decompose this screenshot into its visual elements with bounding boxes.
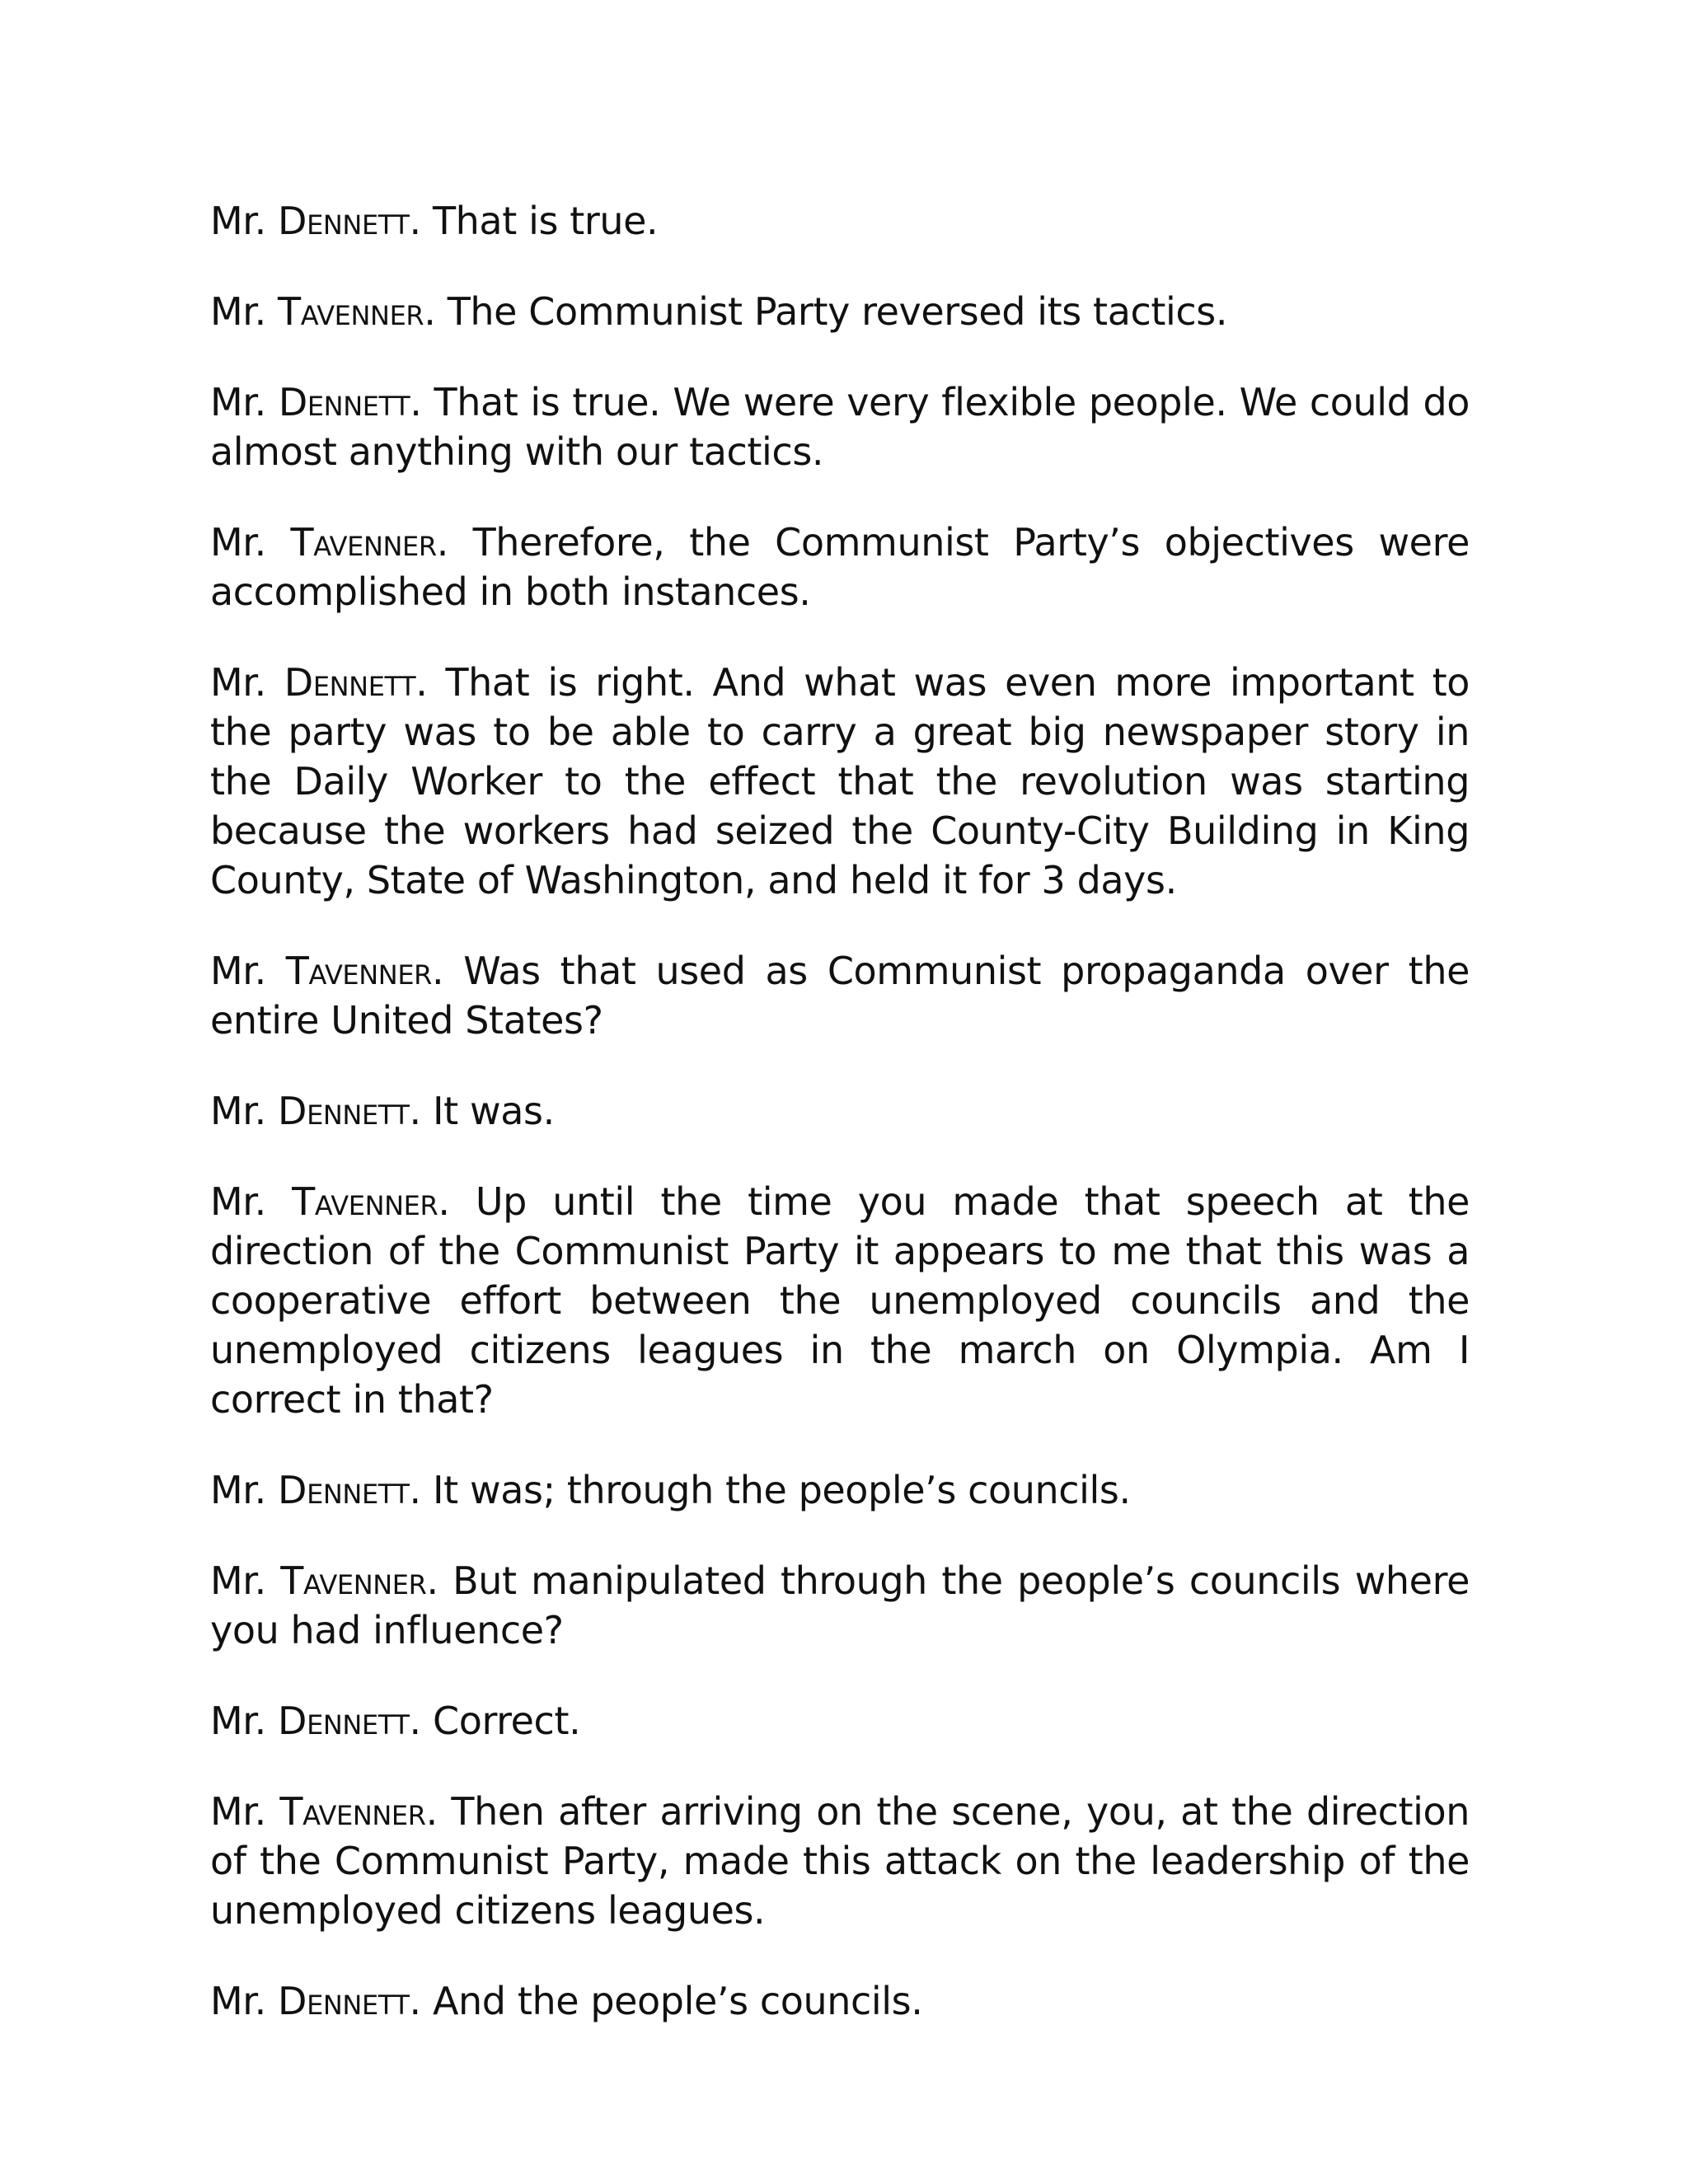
paragraph-text: Correct. bbox=[432, 1699, 581, 1743]
speaker-name: Dennett bbox=[278, 1699, 410, 1743]
speaker-label: Mr. Dennett. bbox=[210, 1979, 421, 2023]
speaker-label: Mr. Tavenner. bbox=[210, 289, 436, 334]
speaker-title: Mr. bbox=[210, 660, 266, 705]
transcript-paragraph bbox=[210, 377, 1470, 476]
speaker-title: Mr. bbox=[210, 1089, 266, 1133]
speaker-label: Mr. Dennett. bbox=[210, 199, 421, 243]
transcript-paragraph bbox=[210, 946, 1470, 1045]
transcript-paragraph bbox=[210, 287, 1470, 336]
speaker-title: Mr. bbox=[210, 1699, 266, 1743]
paragraph-text: Therefore, the Communist Party’s objectives were accomplished in both instances. bbox=[210, 520, 1470, 614]
hearing-transcript bbox=[210, 196, 1470, 2067]
paragraph-text: It was. bbox=[432, 1089, 555, 1133]
transcript-paragraph bbox=[210, 1086, 1470, 1136]
speaker-label: Mr. Dennett. bbox=[210, 660, 428, 705]
speaker-name: Tavenner bbox=[278, 289, 424, 334]
speaker-title: Mr. bbox=[210, 1179, 266, 1224]
speaker-name: Tavenner bbox=[285, 949, 432, 993]
speaker-name: Dennett bbox=[278, 1089, 410, 1133]
paragraph-text: Up until the time you made that speech at the direction of the Communist Party it appears to me that this was a cooperative effort between the unemployed councils and the unemployed citizens leagues in the march on Olympia. Am I correct in that? bbox=[210, 1179, 1470, 1422]
speaker-title: Mr. bbox=[210, 1468, 266, 1512]
transcript-paragraph bbox=[210, 1177, 1470, 1424]
transcript-paragraph bbox=[210, 518, 1470, 616]
speaker-label: Mr. Dennett. bbox=[210, 1089, 421, 1133]
paragraph-text: Was that used as Communist propaganda over the entire United States? bbox=[210, 949, 1470, 1043]
speaker-label: Mr. Dennett. bbox=[210, 1699, 421, 1743]
paragraph-text: It was; through the people’s councils. bbox=[432, 1468, 1131, 1512]
speaker-title: Mr. bbox=[210, 289, 266, 334]
paragraph-text: That is true. We were very flexible people. We could do almost anything with our tactics. bbox=[210, 380, 1470, 474]
speaker-title: Mr. bbox=[210, 520, 266, 565]
paragraph-text: And the people’s councils. bbox=[432, 1979, 923, 2023]
speaker-label: Mr. Tavenner. bbox=[210, 1558, 438, 1603]
speaker-name: Dennett bbox=[278, 1468, 410, 1512]
speaker-title: Mr. bbox=[210, 1558, 266, 1603]
speaker-title: Mr. bbox=[210, 199, 266, 243]
speaker-name: Tavenner bbox=[290, 520, 437, 565]
speaker-name: Dennett bbox=[278, 199, 410, 243]
speaker-name: Dennett bbox=[278, 380, 410, 424]
transcript-paragraph bbox=[210, 1696, 1470, 1746]
transcript-paragraph bbox=[210, 1787, 1470, 1935]
speaker-title: Mr. bbox=[210, 1789, 266, 1834]
speaker-label: Mr. Tavenner. bbox=[210, 1179, 450, 1224]
speaker-name: Tavenner bbox=[279, 1789, 426, 1834]
speaker-name: Tavenner bbox=[292, 1179, 438, 1224]
paragraph-text: The Communist Party reversed its tactics. bbox=[447, 289, 1228, 334]
speaker-title: Mr. bbox=[210, 949, 266, 993]
speaker-name: Tavenner bbox=[280, 1558, 427, 1603]
transcript-paragraph bbox=[210, 1556, 1470, 1655]
transcript-paragraph bbox=[210, 196, 1470, 246]
transcript-paragraph bbox=[210, 1465, 1470, 1515]
speaker-title: Mr. bbox=[210, 1979, 266, 2023]
speaker-title: Mr. bbox=[210, 380, 266, 424]
speaker-label: Mr. Dennett. bbox=[210, 380, 422, 424]
transcript-paragraph bbox=[210, 658, 1470, 905]
speaker-label: Mr. Tavenner. bbox=[210, 1789, 438, 1834]
speaker-label: Mr. Tavenner. bbox=[210, 520, 448, 565]
transcript-paragraph bbox=[210, 1976, 1470, 2026]
speaker-label: Mr. Tavenner. bbox=[210, 949, 444, 993]
speaker-name: Dennett bbox=[284, 660, 416, 705]
paragraph-text: That is true. bbox=[432, 199, 659, 243]
speaker-label: Mr. Dennett. bbox=[210, 1468, 421, 1512]
speaker-name: Dennett bbox=[278, 1979, 410, 2023]
paragraph-text: But manipulated through the people’s councils where you had influence? bbox=[210, 1558, 1470, 1652]
paragraph-text: Then after arriving on the scene, you, at the direction of the Communist Party, made this attack on the leadership of the unemployed citizens leagues. bbox=[210, 1789, 1470, 1933]
paragraph-text: That is right. And what was even more important to the party was to be able to carry a great big newspaper story in the Daily Worker to the effect that the revolution was starting because the workers had seized the County-City Building in King County, State of Washington, and held it for 3 days. bbox=[210, 660, 1470, 902]
